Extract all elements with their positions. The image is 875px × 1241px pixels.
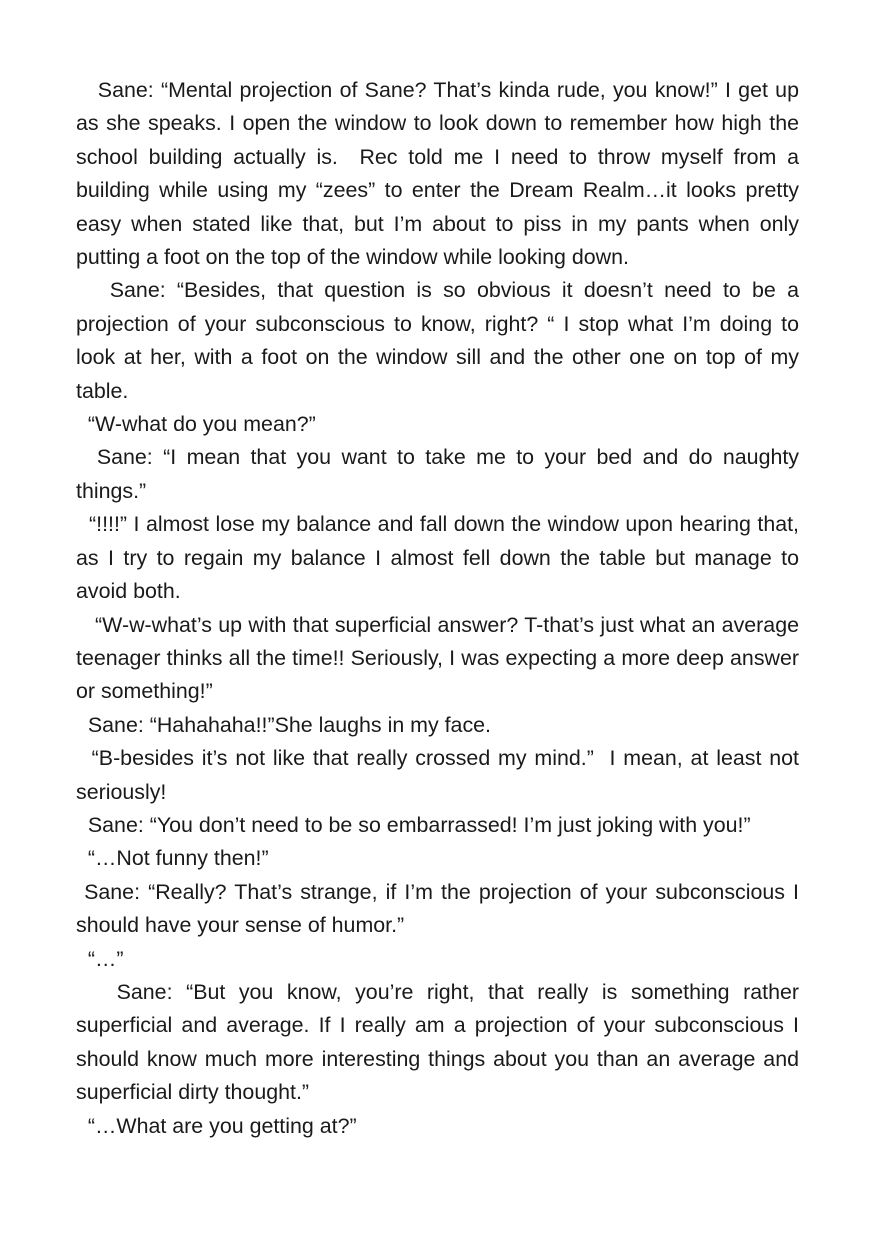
paragraph-12: “…” [76,946,124,971]
paragraph-7: Sane: “Hahahaha!!”She laughs in my face. [76,712,491,737]
paragraph-11: Sane: “Really? That’s strange, if I’m the projection of your subconscious I should have your sense of humor.” [76,879,805,938]
document-page [76,74,805,1143]
paragraph-13: Sane: “But you know, you’re right, that really is something rather superficial and average. If I really am a projection of your subconscious I should know much more interesting things about you than an average and superficial dirty thought.” [76,979,805,1105]
paragraph-9: Sane: “You don’t need to be so embarrassed! I’m just joking with you!” [76,812,751,837]
paragraph-5: “!!!!” I almost lose my balance and fall down the window upon hearing that, as I try to regain my balance I almost fell down the table but manage to avoid both. [76,512,805,604]
paragraph-2: Sane: “Besides, that question is so obvious it doesn’t need to be a projection of your subconscious to know, right? “ I stop what I’m doing to look at her, with a foot on the window sill and the other one on top of my table. [76,278,805,403]
paragraph-4: Sane: “I mean that you want to take me to your bed and do naughty things.” [76,445,805,503]
paragraph-8: “B-besides it’s not like that really crossed my mind.” I mean, at least not seriously! [76,746,805,804]
paragraph-3: “W-what do you mean?” [76,412,316,437]
paragraph-14: “…What are you getting at?” [76,1113,357,1138]
paragraph-6: “W-w-what’s up with that superficial answer? T-that’s just what an average teenager thinks all the time!! Seriously, I was expecting a more deep answer or something!” [76,612,805,704]
paragraph-1: Sane: “Mental projection of Sane? That’s kinda rude, you know!” I get up as she speaks. I open the window to look down to remember how high the school building actually is. Rec told me I need to throw myself from a building while using my “zees” to enter the Dream Realm…it looks pretty easy when stated like that, but I’m about to piss in my pants when only putting a foot on the top of the window while looking down. [76,78,805,270]
paragraph-10: “…Not funny then!” [76,846,269,871]
